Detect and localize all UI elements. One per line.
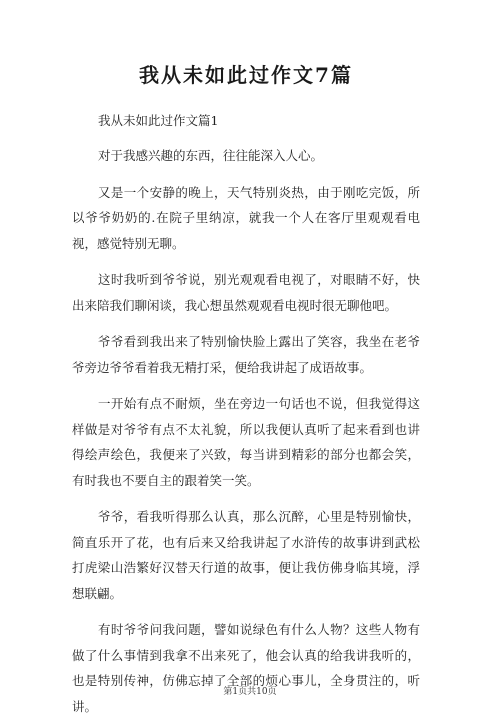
paragraph: 爷爷看到我出来了特别愉快脸上露出了笑容，我坐在老爷爷旁边爷爷看着我无精打采，便给我讲起了成语故事。	[72, 334, 420, 375]
document-title: 我从未如此过作文7篇	[139, 63, 353, 87]
paragraph: 这时我听到爷爷说，别光观观看电视了，对眼睛不好，快出来陪我们聊闲谈，我心想虽然观观看电视时很无聊他吧。	[72, 272, 420, 313]
paragraph: 对于我感兴趣的东西，往往能深入人心。	[98, 148, 324, 163]
paragraph: 一开始有点不耐烦，坐在旁边一句话也不说，但我觉得这样做是对爷爷有点不太礼貌，所以我便认真听了起来看到也讲得绘声绘色，我便来了兴致，每当讲到精彩的部分也都会笑，有时我也不要自主的跟着笑一笑。	[72, 396, 420, 488]
paragraph: 有时爷爷问我问题，譬如说绿色有什么人物？这些人物有做了什么事情到我拿不出来死了，他会认真的给我讲我听的，也是特别传神，仿佛忘掉了全部的烦心事儿，全身贯注的，听讲。	[72, 622, 420, 714]
paragraph: 又是一个安静的晚上，天气特别炎热，由于刚吃完饭，所以爷爷奶奶的.在院子里纳凉，就我一个人在客厅里观观看电视，感觉特别无聊。	[72, 184, 420, 251]
page-number-footer: 第1页共10页	[223, 687, 277, 697]
essay-subtitle: 我从未如此过作文篇1	[98, 113, 219, 128]
paragraph-list	[72, 143, 420, 719]
paragraph: 爷爷，看我听得那么认真，那么沉醉，心里是特别愉快，简直乐开了花，也有后来又给我讲起了水浒传的故事讲到武松打虎梁山浩繁好汉替天行道的故事，便让我仿佛身临其境，浮想联翩。	[72, 509, 420, 601]
